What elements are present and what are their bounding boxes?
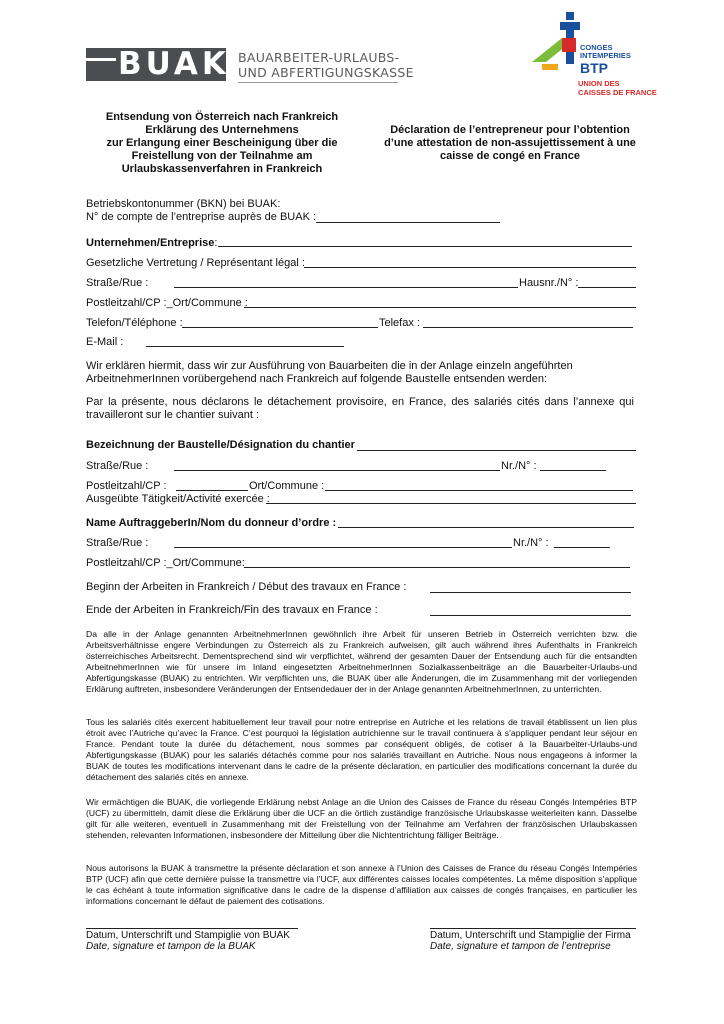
signature-buak-line[interactable] bbox=[86, 928, 298, 929]
buak-logo-subtitle bbox=[238, 50, 414, 80]
site-no-label: Nr./N° : bbox=[501, 460, 537, 472]
bkn-label-fr: N° de compte de l’entreprise auprès de BUAK : bbox=[86, 211, 317, 223]
site-no-input[interactable] bbox=[540, 470, 606, 471]
declaration-fr: Par la présente, nous déclarons le détachement provisoire, en France, des salariés cités dans l’annexe qui travailleront sur le chantier suivant : bbox=[86, 396, 634, 421]
signature-company-label: Datum, Unterschrift und Stampiglie der Firma bbox=[430, 930, 631, 941]
ci-union-line2: CAISSES DE FRANCE bbox=[578, 87, 657, 97]
buak-logo-bar bbox=[86, 58, 116, 61]
legal-text-de: Da alle in der Anlage genannten ArbeitnehmerInnen gewöhnlich ihre Arbeit für unseren Betrieb in Österreich verrichten bzw. die Arbeitsverhältnisse engere Verbindungen zu Österreich als zu Frankreich aufweisen, gilt auch während ihres Aufenthalts in Frankreich österreichisches Arbeitsrecht. Dementsprechend sind wir verpflichtet, während der gesamten Dauer der Entsendung auch für die entsandten ArbeitnehmerInnen wie für unsere im Inland eingesetzten ArbeitnehmerInnen Sozialkassenbeiträge an die Bauarbeiter-Urlaubs-und Abfertigungskasse (BUAK) zu entrichten. Wir verpflichten uns, die BUAK über alle Änderungen, die im Zusammenhang mit der vorliegenden Erklärung auftreten, insbesondere Veränderungen der Entsendedauer der in der Anlage genannten ArbeitnehmerInnen, zu unterrichten. bbox=[86, 629, 637, 694]
phone-input[interactable] bbox=[182, 327, 378, 328]
client-postcode-input[interactable] bbox=[244, 567, 630, 568]
company-label-text: Unternehmen/Entreprise bbox=[86, 237, 215, 249]
title-de-line: Entsendung von Österreich nach Frankreich bbox=[105, 111, 339, 123]
title-fr-line: d’une attestation de non-assujettissement à une bbox=[384, 137, 636, 149]
company-input[interactable] bbox=[218, 246, 632, 247]
site-ort-label: Ort/Commune : bbox=[249, 480, 325, 492]
legal-text-fr: Tous les salariés cités exercent habituellement leur travail pour notre entreprise en Autriche et les relations de travail établissent un lien plus étroit avec l’Autriche qu’avec la France. C’est pourquoi la législation autrichienne sur le travail continuera à s’appliquer pendant leur séjour en France. Pendant toute la durée du détachement, nous sommes par conséquent obligés, de cotiser à la Bauarbeiter-Urlaubs-und Abfertigungskasse (BUAK) pour les salariés détachés comme pour nos salariés travaillant en Autriche. Nous nous engageons à informer la BUAK de toutes les modifications intervenant dans le cadre de la présente déclaration, en particulier des modifications concernant la durée du détachement des salariés cités en annexe. bbox=[86, 717, 637, 782]
title-fr-line: Déclaration de l’entrepreneur pour l’obtention bbox=[390, 124, 630, 136]
company-label-colon: : bbox=[214, 237, 218, 249]
site-activity-input[interactable] bbox=[266, 503, 636, 504]
email-label: E-Mail : bbox=[86, 336, 124, 348]
email-input[interactable] bbox=[146, 346, 344, 347]
signature-company-line[interactable] bbox=[430, 928, 636, 929]
fax-input[interactable] bbox=[423, 327, 633, 328]
site-ort-input[interactable] bbox=[325, 490, 633, 491]
end-date-label: Ende der Arbeiten in Frankreich/Fin des travaux en France : bbox=[86, 604, 378, 616]
house-no-label: Hausnr./N° : bbox=[519, 277, 579, 289]
postcode-input[interactable] bbox=[244, 307, 636, 308]
start-date-label: Beginn der Arbeiten in Frankreich / Début des travaux en France : bbox=[86, 581, 407, 593]
site-street-label: Straße/Rue : bbox=[86, 460, 149, 472]
client-street-input[interactable] bbox=[174, 547, 512, 548]
client-heading: Name AuftraggeberIn/Nom du donneur d’ordre : bbox=[86, 517, 337, 529]
house-no-input[interactable] bbox=[578, 287, 636, 288]
end-date-input[interactable] bbox=[430, 615, 631, 616]
company-label bbox=[86, 237, 217, 250]
site-name-input[interactable] bbox=[357, 450, 636, 451]
site-postcode-label: Postleitzahl/CP : bbox=[86, 480, 167, 492]
site-activity-label: Ausgeübte Tätigkeit/Activité exercée : bbox=[86, 493, 270, 505]
phone-label: Telefon/Téléphone : bbox=[86, 317, 183, 329]
street-label: Straße/Rue : bbox=[86, 277, 149, 289]
title-french bbox=[360, 124, 660, 163]
buak-logo-rule bbox=[238, 82, 398, 83]
buak-sub-line1: BAUARBEITER-URLAUBS- bbox=[238, 50, 400, 65]
authorization-fr: Nous autorisons la BUAK à transmettre la présente déclaration et son annexe à l’Union des Caisses de France du réseau Congés Intempéries BTP (UCF) afin que cette dernière puisse la transmettre via l’UCF, aux différentes caisses locales compétentes. La même disposition s’applique le cas échéant à toute information significative dans le cadre de la dispense d’affiliation aux caisses de congés françaises, en particulier les informations concernant le défaut de paiement des cotisations. bbox=[86, 863, 637, 906]
buak-logo-text: BUAK bbox=[118, 46, 230, 82]
title-fr-line: caisse de congé en France bbox=[439, 150, 580, 162]
site-heading: Bezeichnung der Baustelle/Désignation du chantier bbox=[86, 439, 355, 451]
ci-union-line1: UNION DES bbox=[578, 79, 620, 88]
title-de-line: Urlaubskassenverfahren in Frankreich bbox=[121, 163, 323, 175]
legal-rep-input[interactable] bbox=[304, 267, 636, 268]
ci-union-text bbox=[578, 80, 657, 97]
client-name-input[interactable] bbox=[338, 527, 634, 528]
signature-buak-label-fr: Date, signature et tampon de la BUAK bbox=[86, 941, 256, 952]
client-no-label: Nr./N° : bbox=[513, 537, 549, 549]
ci-brand-line1: CONGES bbox=[580, 43, 613, 52]
legal-rep-label: Gesetzliche Vertretung / Représentant légal : bbox=[86, 257, 305, 269]
title-german bbox=[72, 111, 372, 176]
declaration-de: Wir erklären hiermit, dass wir zur Ausführung von Bauarbeiten die in der Anlage einzeln angeführten ArbeitnehmerInnen vorübergehend nach Frankreich auf folgende Baustelle entsenden werden: bbox=[86, 360, 573, 385]
signature-buak-label: Datum, Unterschrift und Stampiglie von BUAK bbox=[86, 930, 290, 941]
street-input[interactable] bbox=[174, 287, 518, 288]
site-postcode-input[interactable] bbox=[176, 490, 248, 491]
buak-sub-line2: UND ABFERTIGUNGSKASSE bbox=[238, 65, 414, 80]
client-no-input[interactable] bbox=[554, 547, 610, 548]
postcode-label: Postleitzahl/CP :_Ort/Commune : bbox=[86, 297, 248, 309]
bkn-input[interactable] bbox=[316, 222, 500, 223]
authorization-de: Wir ermächtigen die BUAK, die vorliegende Erklärung nebst Anlage an die Union des Caisses de France du réseau Congés Intempéries BTP (UCF) zu übermitteln, damit diese die Erklärung über die UCF an die örtlich zuständige französische Urlaubskasse weiterleiten kann. Dasselbe gilt für alle weiteren, eventuell in Zusammenhang mit der Freistellung von der Teilnahme am Verfahren der französischen Urlaubskassen stehenden, relevanten Informationen, insbesondere der Mitteilung über die Nichtentrichtung fälliger Beiträge. bbox=[86, 797, 637, 840]
title-de-line: zur Erlangung einer Bescheinigung über die bbox=[106, 137, 338, 149]
ci-brand-line2: INTEMPERIES bbox=[580, 51, 631, 60]
fax-label: Telefax : bbox=[379, 317, 420, 329]
title-de-line: Erklärung des Unternehmens bbox=[145, 124, 299, 136]
start-date-input[interactable] bbox=[430, 592, 631, 593]
title-de-line: Freistellung von der Teilnahme am bbox=[131, 150, 313, 162]
site-street-input[interactable] bbox=[174, 470, 500, 471]
ci-brand-text bbox=[580, 44, 631, 60]
signature-company-label-fr: Date, signature et tampon de l’entreprise bbox=[430, 941, 611, 952]
client-postcode-label: Postleitzahl/CP :_Ort/Commune: bbox=[86, 557, 245, 569]
client-street-label: Straße/Rue : bbox=[86, 537, 149, 549]
bkn-label: Betriebskontonummer (BKN) bei BUAK: bbox=[86, 198, 281, 210]
ci-btp-text: BTP bbox=[580, 60, 608, 76]
